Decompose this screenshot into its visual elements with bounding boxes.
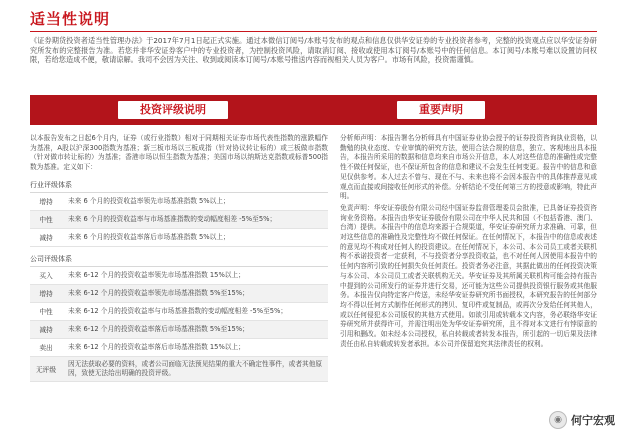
rating-label: 无评级 bbox=[35, 365, 57, 374]
rating-label: 中性 bbox=[39, 216, 53, 225]
company-rating-row bbox=[30, 339, 328, 357]
rating-description: 未来 6 个月的投资收益率领先市场基准指数 5%以上； bbox=[68, 196, 230, 205]
rating-label: 增持 bbox=[39, 290, 53, 299]
company-rating-row bbox=[30, 267, 328, 285]
disclaimer-column bbox=[340, 134, 597, 351]
company-rating-row bbox=[30, 303, 328, 321]
company-rating-row bbox=[30, 285, 328, 303]
rating-description: 未来 6-12 个月的投资收益率落后市场基准指数 15%以上； bbox=[68, 342, 245, 351]
industry-rating-heading: 行业评级体系 bbox=[30, 179, 328, 193]
rating-description: 未来 6-12 个月的投资收益率领先市场基准指数 5%至15%； bbox=[68, 288, 249, 297]
company-rating-heading: 公司评级体系 bbox=[30, 253, 328, 267]
company-rating-row bbox=[30, 321, 328, 339]
rating-label: 减持 bbox=[39, 326, 53, 335]
title-divider bbox=[30, 31, 597, 32]
section-header-band bbox=[30, 95, 597, 125]
rating-description: 未来 6 个月的投资收益率落后市场基准指数 5%以上； bbox=[68, 232, 230, 241]
wechat-avatar-icon: ◉ bbox=[549, 411, 567, 429]
disclaimer-section-title: 重要声明 bbox=[397, 101, 485, 119]
industry-rating-row bbox=[30, 193, 328, 211]
suitability-title: 适当性说明 bbox=[30, 10, 111, 28]
rating-description: 未来 6 个月的投资收益率与市场基准指数的变动幅度相差 -5%至5%； bbox=[68, 214, 277, 223]
watermark-text: 何宁宏观 bbox=[571, 414, 615, 427]
rating-label: 中性 bbox=[39, 308, 53, 317]
rating-label: 减持 bbox=[39, 234, 53, 243]
rating-description: 因无法获取必要的资料，或者公司面临无法预见结果的重大不确定性事件，或者其他原因，致使无法给出明确的投资评级。 bbox=[68, 359, 323, 377]
company-rating-row bbox=[30, 357, 328, 382]
analyst-statement: 分析师声明：本报告署名分析师具有中国证券业协会授予的证券投资咨询执业资格，以勤勉的执业态度、专业审慎的研究方法，使用合法合规的信息，独立、客观地出具本报告，本报告所采用的数据和信息均来自市场公开信息，本人对这些信息的准确性或完整性不做任何保证，也不保证所包含的信息和建议不会发生任何变更。报告中的信息和意见仅供参考。本人过去不曾与、现在不与、未来也将不会因本报告中的具体推荐意见或观点而直接或间接收任何形式的补偿。分析结论不受任何第三方的授意或影响，特此声明。 bbox=[340, 134, 597, 201]
rating-label: 增持 bbox=[39, 198, 53, 207]
rating-intro: 以本报告发布之日起6个月内，证券（或行业指数）相对于同期相关证券市场代表性指数的涨跌幅作为基准，A股以沪深300指数为基准；新三板市场以三板成指（针对协议转让标的）或三板做市指数（针对做市转让标的）为基准；香港市场以恒生指数为基准；美国市场以纳斯达克指数或标普500指数为基准。定义如下： bbox=[30, 134, 328, 172]
industry-rating-row bbox=[30, 211, 328, 229]
account-watermark bbox=[549, 411, 615, 429]
rating-description: 未来 6-12 个月的投资收益率与市场基准指数的变动幅度相差 -5%至5%； bbox=[68, 306, 288, 315]
industry-rating-row bbox=[30, 229, 328, 247]
rating-label: 卖出 bbox=[39, 344, 53, 353]
rating-column bbox=[30, 134, 328, 382]
rating-section-title: 投资评级说明 bbox=[118, 101, 228, 119]
exemption-statement: 免责声明：华安证券股份有限公司经中国证券监督管理委员会批准，已具备证券投资咨询业务资格。本报告由华安证券股份有限公司在中华人民共和国（不包括香港、澳门、台湾）提供。本报告中的信息均来源于合规渠道，华安证券研究所力求准确、可靠，但对这些信息的准确性及完整性均不做任何保证。在任何情况下，本报告中的信息或表述的意见均不构成对任何人的投资建议。在任何情况下，本公司、本公司员工或者关联机构不承诺投资者一定获利，不与投资者分享投资收益，也不对任何人因使用本报告中的任何内容所引致的任何损失负任何责任。投资者务必注意，其据此做出的任何投资决策与本公司、本公司员工或者关联机构无关。华安证券及其所属关联机构可能会持有报告中提到的公司所发行的证券并进行交易，还可能为这些公司提供投资银行服务或其他服务。本报告仅向特定客户传送，未经华安证券研究所书面授权，本研究报告的任何部分均不得以任何方式制作任何形式的拷贝、复印件或复制品，或再次分发给任何其他人，或以任何侵犯本公司版权的其他方式使用。如欲引用或转载本文内容，务必联络华安证券研究所并获得许可，并需注明出处为华安证券研究所，且不得对本文进行有悖原意的引用和删改。如未经本公司授权，私自转载或者转发本报告，所引起的一切后果及法律责任由私自转载或转发者承担。本公司并保留追究其法律责任的权利。 bbox=[340, 203, 597, 348]
rating-description: 未来 6-12 个月的投资收益率领先市场基准指数 15%以上； bbox=[68, 270, 245, 279]
rating-label: 买入 bbox=[39, 272, 53, 281]
rating-description: 未来 6-12 个月的投资收益率落后市场基准指数 5%至15%； bbox=[68, 324, 249, 333]
suitability-text: 《证券期货投资者适当性管理办法》于2017年7月1日起正式实施。通过本微信订阅号/本账号发布的观点和信息仅供华安证券的专业投资者参考，完整的投资观点应以华安证券研究所发布的完整报告为准。若您并非华安证券客户中的专业投资者，为控制投资风险，请取消订阅、接收或使用本订阅号/本账号中的任何信息。本订阅号/本账号难以设置访问权限，若给您造成不便，敬请谅解。我司不会因为关注、收到或阅读本订阅号/本账号推送内容而视相关人员为客户。市场有风险，投资需谨慎。 bbox=[30, 36, 597, 65]
